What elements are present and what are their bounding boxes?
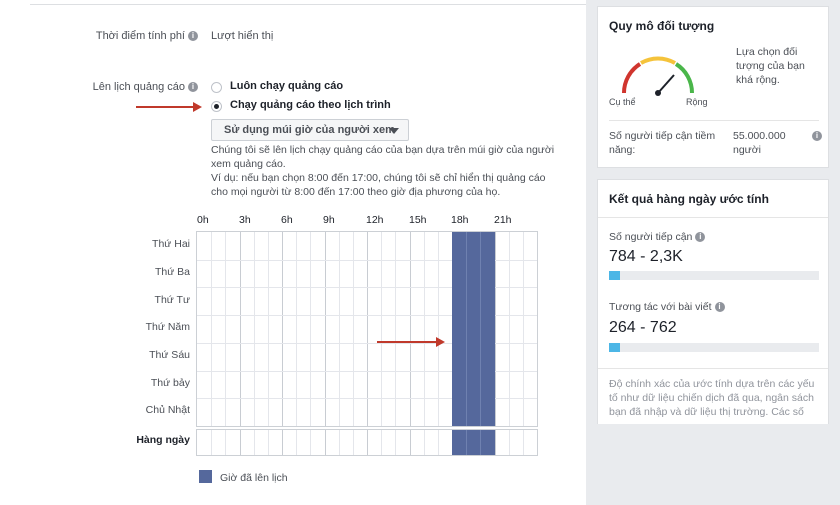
gauge-right-label: Rộng [686, 97, 708, 107]
grid-column-line [353, 430, 354, 455]
divider [598, 368, 828, 369]
grid-column-line [282, 430, 283, 455]
estimate-accuracy-note: Độ chính xác của ước tính dựa trên các yếu tố như dữ liệu chiến dịch đã qua, ngân sách bạn đã nhập và dữ liệu thị trường. Các số [609, 378, 815, 418]
grid-column-line [381, 430, 382, 455]
hour-label: 12h [366, 214, 384, 226]
grid-column-line [211, 430, 212, 455]
hour-label: 9h [323, 214, 335, 226]
info-icon[interactable]: i [715, 302, 725, 312]
reach-bar [609, 271, 819, 280]
scheduled-hours-block[interactable] [452, 430, 495, 455]
chevron-down-icon [389, 128, 399, 134]
hour-label: 3h [239, 214, 251, 226]
radio-always-run-label[interactable]: Luôn chạy quảng cáo [230, 80, 344, 92]
grid-column-line [523, 430, 524, 455]
hour-label: 15h [409, 214, 427, 226]
scheduled-hours-block[interactable] [452, 232, 495, 426]
day-label: Thứ Ba [154, 266, 190, 278]
billing-label [80, 30, 198, 42]
grid-column-line [367, 232, 368, 426]
grid-column-line [339, 430, 340, 455]
grid-column-line [225, 232, 226, 426]
radio-always-run[interactable] [211, 82, 222, 93]
billing-label-text: Thời điểm tính phí [95, 30, 185, 42]
legend-swatch [199, 470, 212, 483]
radio-run-on-schedule-label[interactable]: Chạy quảng cáo theo lịch trình [230, 99, 391, 111]
hour-label: 0h [197, 214, 209, 226]
timezone-dropdown-label: Sử dụng múi giờ của người xem [224, 124, 395, 136]
timezone-dropdown[interactable] [211, 119, 409, 141]
audience-summary: Lựa chọn đối tượng của bạn khá rộng. [736, 46, 805, 86]
engagement-label-text: Tương tác với bài viết [609, 301, 712, 313]
grid-column-line [268, 232, 269, 426]
grid-column-line [325, 430, 326, 455]
reach-bar-fill [609, 271, 620, 280]
radio-run-on-schedule[interactable] [211, 101, 222, 112]
grid-column-line [509, 232, 510, 426]
grid-column-line [381, 232, 382, 426]
audience-size-card [597, 6, 829, 168]
engagement-bar-fill [609, 343, 620, 352]
daily-schedule-row[interactable] [196, 429, 538, 456]
engagement-estimate: 264 - 762 [609, 319, 677, 336]
daily-results-title: Kết quả hàng ngày ước tính [609, 192, 769, 206]
info-icon[interactable]: i [695, 232, 705, 242]
info-icon[interactable]: i [188, 82, 198, 92]
billing-value: Lượt hiển thị [211, 30, 274, 42]
grid-column-line [509, 430, 510, 455]
annotation-arrow [377, 341, 441, 343]
grid-column-line [424, 430, 425, 455]
grid-column-line [240, 232, 241, 426]
day-label: Thứ Hai [152, 238, 190, 250]
grid-column-line [523, 232, 524, 426]
schedule-description: Chúng tôi sẽ lên lịch chạy quảng cáo của bạn dựa trên múi giờ của người xem quảng cáo. [211, 144, 555, 170]
grid-column-line [438, 430, 439, 455]
potential-reach-value: 55.000.000 người [733, 130, 786, 156]
legend-label: Giờ đã lên lịch [220, 472, 288, 484]
grid-column-line [438, 232, 439, 426]
day-label: Thứ Tư [154, 294, 190, 306]
grid-column-line [395, 232, 396, 426]
grid-column-line [282, 232, 283, 426]
grid-column-line [495, 430, 496, 455]
divider [598, 217, 828, 218]
grid-column-line [410, 232, 411, 426]
info-icon[interactable]: i [812, 131, 822, 141]
grid-column-line [211, 232, 212, 426]
day-label: Thứ bảy [150, 377, 190, 389]
scheduled-hour-divider [466, 232, 467, 426]
hour-label: 6h [281, 214, 293, 226]
schedule-label [80, 81, 198, 93]
grid-column-line [240, 430, 241, 455]
daily-row-label: Hàng ngày [136, 434, 190, 446]
reach-label [609, 230, 705, 244]
schedule-label-text: Lên lịch quảng cáo [92, 81, 185, 93]
grid-column-line [310, 430, 311, 455]
grid-column-line [268, 430, 269, 455]
day-label: Chủ Nhật [145, 404, 190, 416]
hour-label: 18h [451, 214, 469, 226]
gauge-left-label: Cụ thể [609, 97, 636, 107]
grid-column-line [339, 232, 340, 426]
section-divider [30, 0, 586, 5]
grid-column-line [367, 430, 368, 455]
grid-column-line [495, 232, 496, 426]
schedule-example: Ví dụ: nếu bạn chọn 8:00 đến 17:00, chúng tôi sẽ chỉ hiển thị quảng cáo cho mọi người từ 8:00 đến 17:00 theo giờ địa phương của họ. [211, 172, 546, 198]
engagement-bar [609, 343, 819, 352]
grid-column-line [395, 430, 396, 455]
reach-estimate: 784 - 2,3K [609, 248, 683, 265]
schedule-grid[interactable] [196, 231, 538, 427]
grid-column-line [296, 430, 297, 455]
grid-column-line [424, 232, 425, 426]
reach-label-text: Số người tiếp cận [609, 231, 693, 243]
audience-gauge-icon [618, 49, 698, 97]
grid-column-line [254, 232, 255, 426]
annotation-arrow [136, 106, 198, 108]
daily-results-card [597, 179, 829, 424]
day-label: Thứ Năm [145, 321, 190, 333]
divider [609, 120, 819, 121]
grid-column-line [325, 232, 326, 426]
grid-column-line [225, 430, 226, 455]
scheduled-hour-divider [480, 430, 481, 455]
audience-size-title: Quy mô đối tượng [609, 19, 715, 33]
day-label: Thứ Sáu [149, 349, 190, 361]
scheduled-hour-divider [466, 430, 467, 455]
hour-label: 21h [494, 214, 512, 226]
grid-column-line [254, 430, 255, 455]
engagement-label [609, 300, 725, 314]
grid-column-line [296, 232, 297, 426]
potential-reach-label: Số người tiếp cận tiềm năng: [609, 130, 716, 156]
grid-column-line [310, 232, 311, 426]
info-icon[interactable]: i [188, 31, 198, 41]
scheduled-hour-divider [480, 232, 481, 426]
grid-column-line [353, 232, 354, 426]
grid-column-line [410, 430, 411, 455]
